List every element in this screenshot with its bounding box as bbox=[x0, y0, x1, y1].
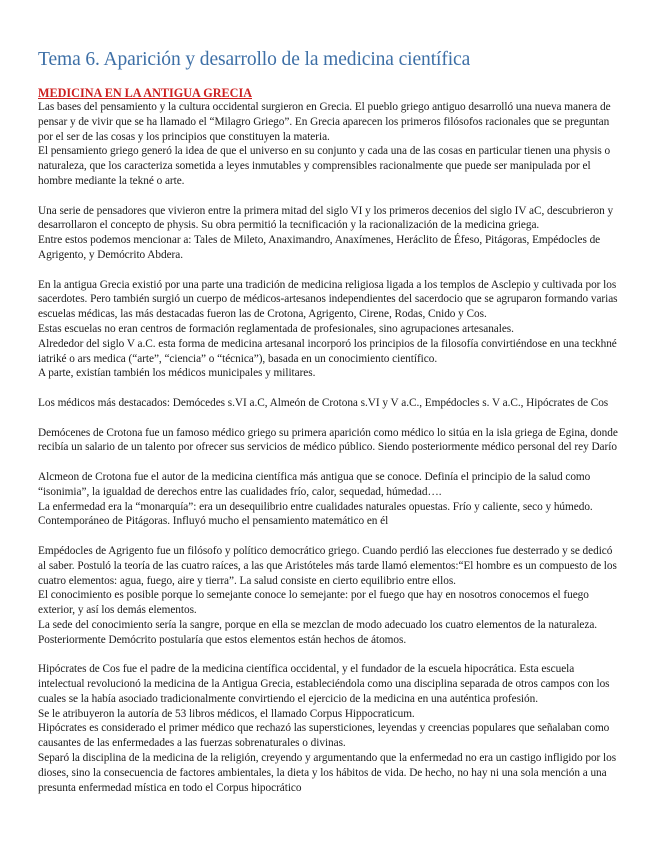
paragraph: En la antigua Grecia existió por una parte una tradición de medicina religiosa ligada a los templos de Asclepio y cultivada por los sacerdotes. Pero también surgió un cuerpo de médicos-artesanos independientes del sacerdocio que se agruparon formando varias escuelas médicas, las más destacadas fueron las de Crotona, Agrigento, Cirene, Rodas, Cnido y Cos. bbox=[38, 278, 618, 321]
page-title: Tema 6. Aparición y desarrollo de la medicina científica bbox=[38, 49, 471, 70]
paragraph: Los médicos más destacados: Demócedes s.VI a.C, Almeón de Crotona s.VI y V a.C., Empédocles s. V a.C., Hipócrates de Cos bbox=[38, 396, 609, 409]
paragraph: La sede del conocimiento sería la sangre, porque en ella se mezclan de modo adecuado los cuatro elementos de la naturaleza. Posteriormente Demócrito postularía que estos elementos están hechos de átomos. bbox=[38, 618, 598, 646]
paragraph: Alrededor del siglo V a.C. esta forma de medicina artesanal incorporó los principios de la filosofía convirtiéndose en una teckhné iatriké o ars medica (“arte”, “ciencia” o “técnica”), basada en un conocimiento científico. bbox=[38, 337, 617, 365]
paragraph: Hipócrates de Cos fue el padre de la medicina científica occidental, y el fundador de la escuela hipocrática. Esta escuela intelectual revolucionó la medicina de la Antigua Grecia, estableciéndola como una disciplina separada de otros campos con los cuales se la había asociado tradicionalmente convirtiendo el ejercicio de la medicina en una auténtica profesión. bbox=[38, 663, 610, 705]
paragraph: El conocimiento es posible porque lo semejante conoce lo semejante: por el fuego que hay en nosotros conocemos el fuego exterior, y así los demás elementos. bbox=[38, 589, 589, 617]
paragraph: A parte, existían también los médicos municipales y militares. bbox=[38, 367, 316, 380]
paragraph: Las bases del pensamiento y la cultura occidental surgieron en Grecia. El pueblo griego antiguo desarrolló una nueva manera de pensar y de vivir que se ha llamado el “Milagro Griego”. En Grecia aparecen los primeros filósofos racionales que se preguntan por el ser de las cosas y los principios que constituyen la materia. bbox=[38, 101, 611, 143]
paragraph: Una serie de pensadores que vivieron entre la primera mitad del siglo VI y los primeros decenios del siglo IV aC, descubrieron y desarrollaron el concepto de physis. Su obra permitió la tecnificación y la racionalización de la medicina griega. bbox=[38, 204, 614, 232]
section-heading: MEDICINA EN LA ANTIGUA GRECIA bbox=[38, 86, 252, 100]
paragraph: Estas escuelas no eran centros de formación reglamentada de profesionales, sino agrupaciones artesanales. bbox=[38, 322, 514, 335]
paragraph: Demócenes de Crotona fue un famoso médico griego su primera aparición como médico lo sitúa en la isla griega de Egina, donde recibía un salario de un talento por ofrecer sus servicios de médico público. Siendo posteriormente médico personal del rey Darío bbox=[38, 426, 618, 454]
paragraph: Alcmeon de Crotona fue el autor de la medicina científica más antigua que se conoce. Definía el principio de la salud como “isonimia”, la igualdad de derechos entre las cualidades frío, calor, sequedad, húmedad…. bbox=[38, 470, 591, 498]
paragraph: Se le atribuyeron la autoría de 53 libros médicos, el llamado Corpus Hippocraticum. bbox=[38, 707, 415, 720]
paragraph: Hipócrates es considerado el primer médico que rechazó las supersticiones, leyendas y creencias populares que señalaban como causantes de las enfermedades a las fuerzas sobrenaturales o divinas. bbox=[38, 722, 610, 750]
paragraph: Entre estos podemos mencionar a: Tales de Mileto, Anaximandro, Anaxímenes, Heráclito de Éfeso, Pitágoras, Empédocles de Agrigento, y Demócrito Abdera. bbox=[38, 234, 601, 261]
document-body bbox=[38, 100, 623, 795]
paragraph: El pensamiento griego generó la idea de que el universo en su conjunto y cada una de las cosas en particular tienen una physis o naturaleza, que los caracteriza sometida a leyes inmutables y comprensibles racionalmente que puede ser manipulada por el hombre mediante la tekné o arte. bbox=[38, 145, 611, 187]
paragraph: La enfermedad era la “monarquía”: era un desequilibrio entre cualidades naturales opuestas. Frío y caliente, seco y húmedo. Contemporáneo de Pitágoras. Influyó mucho el pensamiento matemático en él bbox=[38, 500, 593, 528]
paragraph: Empédocles de Agrigento fue un filósofo y político democrático griego. Cuando perdió las elecciones fue desterrado y se dedicó al saber. Postuló la teoría de las cuatro raíces, a las que Aristóteles más tarde llamó elementos:“El hombre es un compuesto de los cuatro elementos: agua, fuego, aire y tierra”. La salud consiste en cierto equilibrio entre ellos. bbox=[38, 544, 617, 587]
paragraph: Separó la disciplina de la medicina de la religión, creyendo y argumentando que la enfermedad no era un castigo infligido por los dioses, sino la consecuencia de factores ambientales, la dieta y los hábitos de vida. De hecho, no hay ni una sola mención a una presunta enfermedad mística en todo el Corpus hipocrático bbox=[38, 752, 617, 794]
